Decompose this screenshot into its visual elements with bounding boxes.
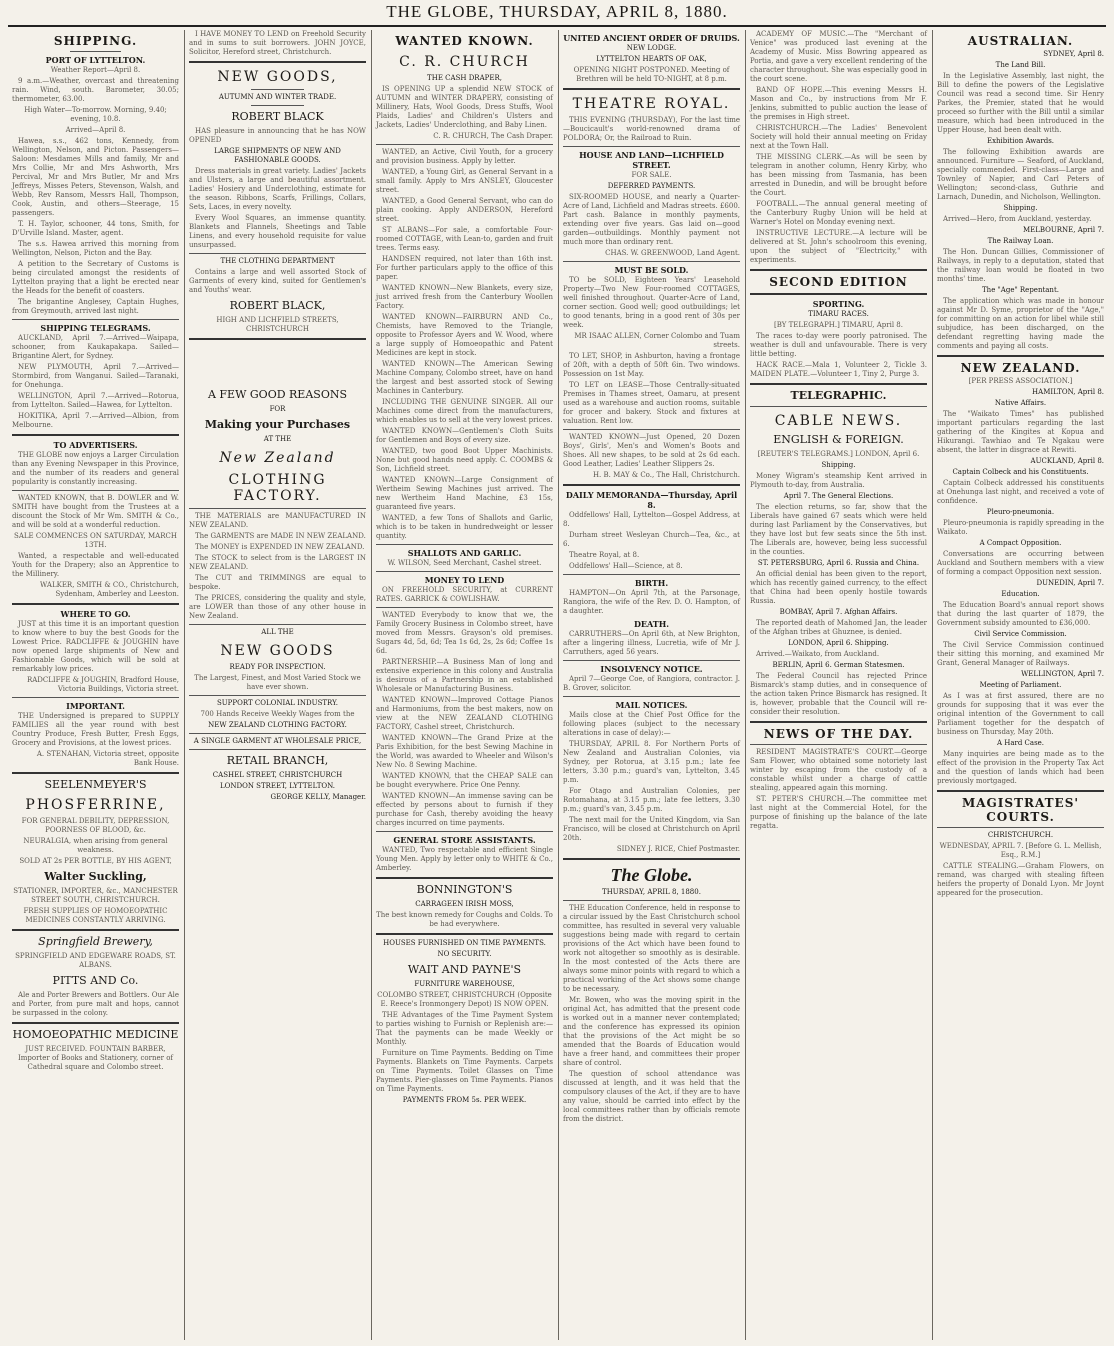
nz-clothing-factory: NEW ZEALAND CLOTHING FACTORY. <box>208 721 347 729</box>
shipping-telegrams-heading: SHIPPING TELEGRAMS. <box>40 323 151 333</box>
auckland-dateline: AUCKLAND, April 8. <box>1030 457 1104 465</box>
page-header: THE GLOBE, THURSDAY, APRIL 8, 1880. <box>386 2 728 21</box>
cable-news-heading: CABLE NEWS. <box>774 413 903 429</box>
new-lodge: NEW LODGE. <box>626 44 677 52</box>
dunedin-dateline: DUNEDIN, April 7. <box>1036 579 1104 587</box>
insolvency-heading: INSOLVENCY NOTICE. <box>600 664 703 674</box>
london-street: LONDON STREET, LYTTELTON. <box>219 782 336 790</box>
c-r-church-heading: C. R. CHURCH <box>399 54 530 70</box>
cashel-street: CASHEL STREET, CHRISTCHURCH <box>212 771 343 779</box>
magistrates-courts-heading: MAGISTRATES' COURTS. <box>961 796 1080 824</box>
cash-draper: THE CASH DRAPER, <box>427 74 502 82</box>
column-4: UNITED ANCIENT ORDER OF DRUIDS. NEW LODGE. LYTTELTON HEARTS OF OAK, OPENING NIGHT POSTPONED. Meeting of Brethren will be held TO-NIGHT, at 8 p.m. THEATRE ROYAL. THIS EVENING (THURSDAY), For the last time—Boucicault's world-renowned drama of POLDORA; Or, the Railroad to Ruin. HOUSE AND LAND—LICHFIELD STREET. FOR SALE. DEFERRED PAYMENTS. SIX-ROOMED HOUSE, and nearly a Quarter-Acre of Land, Lichfield and Madras streets. £600. Part cash. Balance in monthly payments, extending over five years. Gas laid on—good garden—outbuildings. Monthly payment not much more than ordinary rent. CHAS. W. GREENWOOD, Land Agent. MUST BE SOLD. TO be SOLD, Eighteen Years' Leasehold Property—Two New Four-roomed COTTAGES, well finished throughout. Quarter-Acre of Land, corner section. Good well; good outbuildings; let to good tenants, bring in a good rent of 30s per week. MR ISAAC ALLEN, Corner Colombo and Tuam streets. TO LET, SHOP, in Ashburton, having a frontage of 20ft, with a depth of 50ft 6in. Two windows. Possession on 1st May. TO LET on LEASE—Those Centrally-situated Premises in Thames street, Oamaru, at present used as a warehouse and auction rooms, suitable for grocer and bakery. Stock and fixtures at valuation. Rent low. WANTED KNOWN—Just Opened, 20 Dozen Boys', Girls', Men's and Women's Boots and Shoes. All new shapes, to be sold at 2s 6d each. Good Leather, Ladies' Leather Slippers 2s. H. B. MAY & Co., The Hall, Christchurch. DAILY MEMORANDA—Thursday, April 8. Oddfellows' Hall, Lyttelton—Gospel Address, at 8. Durham street Wesleyan Church—Tea, &c., at 6. Theatre Royal, at 8. Oddfellows' Hall—Science, at 8. BIRTH. HAMPTON—On April 7th, at the Parsonage, Rangiora, the wife of the Rev. D. O. Hampton, of a daughter. DEATH. CARRUTHERS—On April 6th, at New Brighton, after a lingering illness, Lucretia, wife of Mr J. Carruthers, aged 56 years. INSOLVENCY NOTICE. April 7—George Coe, of Rangiora, contractor. J. B. Grover, solicitor. MAIL NOTICES. Mails close at the Chief Post Office for the following places (subject to the necessary alterations in case of delay):— THURSDAY, APRIL 8. For Northern Ports of New Zealand and Australian Colonies, via Sydney, per Rotorua, at 3.15 p.m.; late fee letters, 3.30 p.m.; guard's van, Lyttelton, 3.45 p.m. For Otago and Australian Colonies, per Rotomahana, at 3.15 p.m.; late fee letters, 3.30 p.m.; guard's van, 3.45 p.m. The next mail for the United Kingdom, via San Francisco, will be closed at Christchurch on April 20th. SIDNEY J. RICE, Chief Postmaster. The Globe. THURSDAY, APRIL 8, 1880. THE Education Conference, held in response to a circular issued by the East Christchurch school committee, has resulted in several very valuable suggestions being made with regard to certain provisions of the Act which have been found to work not altogether so smoothly as is desirable. In the most contested of the Acts there are always some minor points with regard to which a practical working of the Act shows some change to be necessary. Mr. Bowen, who was the moving spirit in the original Act, has admitted that the present code is worked out in a manner never contemplated; and the conference has expressed its opinion that the provisions of the Act might be so amended that the Boards of Education would have a freer hand, and committees their proper share of control. The question of school attendance was discussed at length, and it was held that the compulsory clauses of the Act, if they are to have any value, should be carried into effect by the local committees rather than by officials remote from the district. <box>563 33 740 1123</box>
to-advertisers-heading: TO ADVERTISERS. <box>53 440 138 450</box>
globe-date: THURSDAY, APRIL 8, 1880. <box>602 888 701 896</box>
phosferrine-heading: PHOSFERRINE, <box>25 797 166 813</box>
autumn-winter-trade: AUTUMN AND WINTER TRADE. <box>218 93 337 101</box>
retail-branch: RETAIL BRANCH, <box>226 754 329 767</box>
phosferrine-subtitle: FOR GENERAL DEBILITY, DEPRESSION, POORNESS OF BLOOD, &c. <box>21 817 170 834</box>
new-zealand-heading: NEW ZEALAND. <box>960 361 1081 375</box>
general-store-heading: GENERAL STORE ASSISTANTS. <box>393 835 536 845</box>
wellington-dateline: WELLINGTON, April 7. <box>1021 670 1104 678</box>
arrived-heading: Arrived—April 8. <box>65 126 126 134</box>
must-be-sold-heading: MUST BE SOLD. <box>614 265 689 275</box>
walter-address: STATIONER, IMPORTER, &c., MANCHESTER STREET SOUTH, CHRISTCHURCH. <box>13 887 178 904</box>
new-zealand-heading: New Zealand <box>219 450 336 466</box>
large-shipments: LARGE SHIPMENTS OF NEW AND FASHIONABLE GOODS. <box>214 147 341 164</box>
homoeopathic-heading: HOMOEOPATHIC MEDICINE <box>12 1028 179 1041</box>
column-1: SHIPPING. PORT OF LYTTELTON. Weather Report—April 8. 9 a.m.—Weather, overcast and threatening rain. Wind, south. Barometer, 30.05; thermometer, 63.00. High Water—To-morrow. Morning, 9.40; evening, 10.8. Arrived—April 8. Hawea, s.s., 462 tons, Kennedy, from Wellington, Nelson, and Picton. Passengers—Saloon: Mesdames Mills and family, Mr and Mrs Collie, Mr and Mrs Ashworth, Mrs Percival, Mr and Mrs Butler, Mr and Mrs Jeffreys, Misses Peters, Stevenson, Walsh, and Webb, Rev Ransom, Messrs Hall, Thompson, Cook, Austin, and others—Steerage, 15 passengers. T. H. Taylor, schooner, 44 tons, Smith, for D'Urville Island. Master, agent. The s.s. Hawea arrived this morning from Wellington, Nelson, Picton and the Bay. A petition to the Secretary of Customs is being circulated amongst the residents of Lyttelton praying that a light be erected near the Heads for the benefit of coasters. The brigantine Anglesey, Captain Hughes, from Greymouth, arrived last night. SHIPPING TELEGRAMS. AUCKLAND, April 7.—Arrived—Waipapa, schooner, from Kaukapakapa. Sailed—Brigantine Alert, for Sydney. NEW PLYMOUTH, April 7.—Arrived—Stormbird, from Wanganui. Sailed—Taranaki, for Onehunga. WELLINGTON, April 7.—Arrived—Rotorua, from Lyttelton. Sailed—Hawea, for Lyttelton. HOKITIKA, April 7.—Arrived—Albion, from Melbourne. TO ADVERTISERS. THE GLOBE now enjoys a Larger Circulation than any Evening Newspaper in this Province, and the number of its readers and general popularity is constantly increasing. WANTED KNOWN, that B. DOWLER and W. SMITH have bought from the Trustees at a discount the Stock of Mr Wm. SMITH & Co., and will be sold at a wonderful reduction. SALE COMMENCES ON SATURDAY, MARCH 13TH. Wanted, a respectable and well-educated Youth for the Drapery; also an Apprentice to the Millinery. WALKER, SMITH & CO., Christchurch, Sydenham, Amberley and Leeston. WHERE TO GO. JUST at this time it is an important question to know where to buy the best Goods for the Lowest Price. RADCLIFFE & JOUGHIN have now opened large shipments of New and Fashionable Goods, which will be sold at remarkably low prices. RADCLIFFE & JOUGHIN, Bradford House, Victoria Buildings, Victoria street. IMPORTANT. THE Undersigned is prepared to SUPPLY FAMILIES all the year round with best Country Produce, Fresh Butter, Fresh Eggs, Grocery and Provisions, at the lowest prices. A. STENAHAN, Victoria street, opposite Bank House. SEELENMEYER'S PHOSFERRINE, FOR GENERAL DEBILITY, DEPRESSION, POORNESS OF BLOOD, &c. NEURALGIA, when arising from general weakness. SOLD AT 2s PER BOTTLE, BY HIS AGENT, Walter Suckling, STATIONER, IMPORTER, &c., MANCHESTER STREET SOUTH, CHRISTCHURCH. FRESH SUPPLIES OF HOMOEOPATHIC MEDICINES CONSTANTLY ARRIVING. Springfield Brewery, SPRINGFIELD AND EDGEWARE ROADS, ST. ALBANS. PITTS AND Co. Ale and Porter Brewers and Bottlers. Our Ale and Porter, from pure malt and hops, cannot be surpassed in the colony. HOMOEOPATHIC MEDICINE JUST RECEIVED. FOUNTAIN BARBER, Importer of Books and Stationery, corner of Cathedral square and Colombo street. <box>12 34 179 1071</box>
theatre-royal-heading: THEATRE ROYAL. <box>572 96 731 112</box>
death-heading: DEATH. <box>633 619 670 629</box>
wanted-known-heading: WANTED KNOWN. <box>395 34 534 48</box>
port-heading: PORT OF LYTTELTON. <box>45 55 146 65</box>
new-goods-heading: NEW GOODS, <box>217 69 338 85</box>
bonnington-heading: BONNINGTON'S <box>416 883 513 896</box>
ready-for-inspection: READY FOR INSPECTION. <box>229 663 326 671</box>
deferred-payments: DEFERRED PAYMENTS. <box>607 182 696 190</box>
where-to-go-heading: WHERE TO GO. <box>60 609 131 619</box>
column-3: WANTED KNOWN. C. R. CHURCH THE CASH DRAPER, IS OPENING UP a splendid NEW STOCK of AUTUMN and WINTER DRAPERY, consisting of Millinery, Hats, Wool Goods, Dress Stuffs, Wool Plaids, Ladies' and Children's Ulsters and Jackets, Ladies' Underclothing, and Baby Linen. C. R. CHURCH, The Cash Draper. WANTED, an Active, Civil Youth, for a grocery and provision business. Apply by letter. WANTED, a Young Girl, as General Servant in a small family. Apply to Mrs ANSLEY, Gloucester street. WANTED, a Good General Servant, who can do plain cooking. Apply ANDERSON, Hereford street. ST ALBANS—For sale, a comfortable Four-roomed COTTAGE, with Lean-to, garden and fruit trees. Terms easy. HANDSEN required, not later than 16th inst. For further particulars apply to the office of this paper. WANTED KNOWN—New Blankets, every size, just arrived fresh from the Canterbury Woollen Factory. WANTED KNOWN—FAIRBURN AND Co., Chemists, have Removed to the Triangle, opposite to Professor Ayers and W. Wood, where a large supply of Homoeopathic and Patent Medicines are kept in stock. WANTED KNOWN—The American Sewing Machine Company, Colombo street, have on hand the largest and best assorted stock of Sewing Machines in Canterbury. INCLUDING THE GENUINE SINGER. All our Machines come direct from the manufacturers, which enables us to sell at the very lowest prices. WANTED KNOWN—Gentlemen's Cloth Suits for Gentlemen and Boys of every size. WANTED, two good Boot Upper Machinists. None but good hands need apply. C. COOMBS & Son, Lichfield street. WANTED KNOWN—Large Consignment of Wertheim Sewing Machines just arrived. The new Wertheim Hand Machine, £3 15s, guaranteed five years. WANTED, a few Tons of Shallots and Garlic, which is to be taken in hundredweight or lesser quantity. SHALLOTS AND GARLIC. W. WILSON, Seed Merchant, Cashel street. MONEY TO LEND ON FREEHOLD SECURITY, at CURRENT RATES. GARRICK & COWLISHAW. WANTED Everybody to know that we, the Family Grocery Business in Colombo street, have moved from Messrs. Grayson's old premises. Sugars 4d, 5d, 6d; Tea 1s 6d, 2s, 2s 6d; Coffee 1s 6d. PARTNERSHIP.—A Business Man of long and extensive experience in this colony and Australia is desirous of a Partnership in an established Wholesale or Manufacturing Business. WANTED KNOWN—Improved Cottage Pianos and Harmoniums, from the best makers, now on view at the NEW ZEALAND CLOTHING FACTORY, Cashel street, Christchurch. WANTED KNOWN—The Grand Prize at the Paris Exhibition, for the best Sewing Machine in the World, was awarded to Wheeler and Wilson's New No. 8 Sewing Machine. WANTED KNOWN, that the CHEAP SALE can be bought everywhere. Price One Penny. WANTED KNOWN—An immense saving can be effected by persons about to furnish if they purchase for Cash, thereby avoiding the heavy charges incurred on time payments. GENERAL STORE ASSISTANTS. WANTED, Two respectable and efficient Single Young Men. Apply by letter only to WHITE & Co., Amberley. BONNINGTON'S CARRAGEEN IRISH MOSS, The best known remedy for Coughs and Colds. To be had everywhere. HOUSES FURNISHED ON TIME PAYMENTS. NO SECURITY. WAIT AND PAYNE'S FURNITURE WAREHOUSE, COLOMBO STREET, CHRISTCHURCH (Opposite E. Reece's Ironmongery Depot) IS NOW OPEN. THE Advantages of the Time Payment System to parties wishing to Furnish or Replenish are:—That the payments can be made Weekly or Monthly. Furniture on Time Payments. Bedding on Time Payments. Blankets on Time Payments. Carpets on Time Payments. Toilet Glasses on Time Payments. Pier-glasses on Time Payments. Pianos on Time Payments. PAYMENTS FROM 5s. PER WEEK. <box>376 34 553 1104</box>
clothing-department: THE CLOTHING DEPARTMENT <box>220 257 335 265</box>
carrageen: CARRAGEEN IRISH MOSS, <box>415 900 514 908</box>
robert-black-address: HIGH AND LICHFIELD STREETS, CHRISTCHURCH <box>216 316 339 333</box>
robert-black-heading: ROBERT BLACK <box>231 110 324 123</box>
christchurch-heading: CHRISTCHURCH. <box>987 831 1054 839</box>
weather-report: Weather Report—April 8. <box>50 66 141 74</box>
druids-heading: UNITED ANCIENT ORDER OF DRUIDS. <box>563 33 740 43</box>
the-globe-masthead: The Globe. <box>610 865 693 885</box>
all-the-label: ALL THE <box>261 628 294 636</box>
second-edition-heading: SECOND EDITION <box>769 275 908 289</box>
single-garment: A SINGLE GARMENT AT WHOLESALE PRICE, <box>193 737 362 745</box>
at-the-label: AT THE <box>263 435 292 443</box>
springfield-brewery: Springfield Brewery, <box>38 935 153 948</box>
melbourne-dateline: MELBOURNE, April 7. <box>1022 226 1104 234</box>
furniture-warehouse: FURNITURE WAREHOUSE, <box>414 980 515 988</box>
telegraphic-heading: TELEGRAPHIC. <box>790 389 887 402</box>
australian-heading: AUSTRALIAN. <box>967 34 1074 48</box>
lyttelton-hearts: LYTTELTON HEARTS OF OAK, <box>596 55 707 63</box>
walter-suckling: Walter Suckling, <box>44 870 147 883</box>
shipping-heading: SHIPPING. <box>53 34 138 48</box>
wait-payne: WAIT AND PAYNE'S <box>407 963 522 976</box>
george-kelly: GEORGE KELLY, Manager. <box>270 793 366 801</box>
column-2: I HAVE MONEY TO LEND on Freehold Security and in sums to suit borrowers. JOHN JOYCE, Solicitor, Hereford street, Christchurch. NEW GOODS, AUTUMN AND WINTER TRADE. ROBERT BLACK HAS pleasure in announcing that he has NOW OPENED LARGE SHIPMENTS OF NEW AND FASHIONABLE GOODS. Dress materials in great variety. Ladies' Jackets and Ulsters, a large and beautiful assortment. Ladies' Hosiery and Underclothing, estimate for the season. Ribbons, Scarfs, Frillings, Collars, Sets, Laces, in every novelty. Every Wool Squares, an immense quantity. Blankets and Flannels, Sheetings and Table Linens, and every household requisite for value unsurpassed. THE CLOTHING DEPARTMENT Contains a large and well assorted Stock of Garments of every kind, suited for Gentlemen's and Youths' wear. ROBERT BLACK, HIGH AND LICHFIELD STREETS, CHRISTCHURCH A FEW GOOD REASONS FOR Making your Purchases AT THE New Zealand CLOTHING FACTORY. THE MATERIALS are MANUFACTURED IN NEW ZEALAND. The GARMENTS are MADE IN NEW ZEALAND. The MONEY is EXPENDED IN NEW ZEALAND. The STOCK to select from is the LARGEST IN NEW ZEALAND. The CUT and TRIMMINGS are equal to bespoke. The PRICES, considering the quality and style, are LOWER than those of any other house in New Zealand. ALL THE NEW GOODS READY FOR INSPECTION. The Largest, Finest, and Most Varied Stock we have ever shown. SUPPORT COLONIAL INDUSTRY. 700 Hands Receive Weekly Wages from the NEW ZEALAND CLOTHING FACTORY. A SINGLE GARMENT AT WHOLESALE PRICE, RETAIL BRANCH, CASHEL STREET, CHRISTCHURCH LONDON STREET, LYTTELTON. GEORGE KELLY, Manager. <box>189 30 366 801</box>
robert-black-footer: ROBERT BLACK, <box>229 299 326 312</box>
shallots-heading: SHALLOTS AND GARLIC. <box>407 548 522 558</box>
house-land-heading: HOUSE AND LAND—LICHFIELD STREET. <box>579 150 724 170</box>
timaru-races: TIMARU RACES. <box>808 310 869 318</box>
new-goods-2: NEW GOODS <box>220 643 335 659</box>
few-reasons-heading: A FEW GOOD REASONS <box>207 388 347 401</box>
daily-memoranda-heading: DAILY MEMORANDA—Thursday, April 8. <box>565 490 738 510</box>
important-heading: IMPORTANT. <box>66 701 125 711</box>
for-label: FOR <box>269 405 286 413</box>
hamilton-dateline: HAMILTON, April 8. <box>1032 388 1104 396</box>
no-security: NO SECURITY. <box>437 950 492 958</box>
clothing-factory-heading: CLOTHING FACTORY. <box>228 472 327 504</box>
sporting-heading: SPORTING. <box>812 299 865 309</box>
seelenmeyer-heading: SEELENMEYER'S <box>44 778 147 791</box>
mail-notices-heading: MAIL NOTICES. <box>615 700 688 710</box>
making-purchases: Making your Purchases <box>204 418 351 431</box>
english-foreign-heading: ENGLISH & FOREIGN. <box>773 433 904 446</box>
column-6: AUSTRALIAN. SYDNEY, April 8. The Land Bill. In the Legislative Assembly, last night, the Bill to define the powers of the Legislative Council was read a second time. Sir Henry Parkes, the Premier, stated that he would proceed so further with the Bill until a similar measure, which had been introduced in the Upper House, had been dealt with. Exhibition Awards. The following Exhibition awards are announced. Furniture — Seaford, of Auckland, specially commended. First-class—Large and Townley of Napier, and Carl Peters of Wellington; second-class, Guthrie and Larnach, Dunedin, and Nicholson, Wellington. Shipping. Arrived—Hero, from Auckland, yesterday. MELBOURNE, April 7. The Railway Loan. The Hon. Duncan Gillies, Commissioner of Railways, in reply to a deputation, stated that the railway loan would be floated in two months' time. The "Age" Repentant. The application which was made in honour against Mr D. Syme, proprietor of the "Age," for committing on an action for libel while still subjudice, has been discharged, on the defendant regretting having made the comments and paying all costs. NEW ZEALAND. [PER PRESS ASSOCIATION.] HAMILTON, April 8. Native Affairs. The "Waikato Times" has published important particulars regarding the last gathering of the Kingites at Kopua and Hikurangi. Tawhiao and Te Ngakau were absent, the latter in disgrace at Rewiti. AUCKLAND, April 8. Captain Colbeck and his Constituents. Captain Colbeck addressed his constituents at Onehunga last night, and received a vote of confidence. Pleuro-pneumonia. Pleuro-pneumonia is rapidly spreading in the Waikato. A Compact Opposition. Conversations are occurring between Auckland and Southern members with a view of forming a compact Opposition next session. DUNEDIN, April 7. Education. The Education Board's annual report shows that during the last quarter of 1879, the Government subsidy amounted to £36,000. Civil Service Commission. The Civil Service Commission continued their sitting this morning, and examined Mr Grant, General Manager of Railways. WELLINGTON, April 7. Meeting of Parliament. As I was at first assured, there are no grounds for supposing that it was ever the original intention of the Government to call Parliament together for the despatch of business on Thursday, May 20th. A Hard Case. Many inquiries are being made as to the effect of the provision in the Property Tax Act and the question of lands which had been previously mortgaged. MAGISTRATES' COURTS. CHRISTCHURCH. WEDNESDAY, APRIL 7. [Before G. L. Mellish, Esq., R.M.] CATTLE STEALING.—Graham Flowers, on remand, was charged with stealing fifteen heifers the property of Donald Lyon. Mr Joynt appeared for the prosecution. <box>937 34 1104 897</box>
births-heading: BIRTH. <box>634 578 669 588</box>
money-to-lend-heading: MONEY TO LEND <box>424 575 505 585</box>
news-of-the-day-heading: NEWS OF THE DAY. <box>763 727 914 741</box>
support-colonial: SUPPORT COLONIAL INDUSTRY. <box>216 699 339 707</box>
header-rule <box>8 25 1106 27</box>
houses-furnished: HOUSES FURNISHED ON TIME PAYMENTS. <box>383 939 546 947</box>
column-5: ACADEMY OF MUSIC.—The "Merchant of Venice" was produced last evening at the Academy of Music. Miss Bowring appeared as Portia, and gave a very excellent rendering of the character throughout. She was especially good in the court scene. BAND OF HOPE.—This evening Messrs H. Mason and Co., by instructions from Mr F. Jenkins, submitted to public auction the lease of the premises in High street. CHRISTCHURCH.—The Ladies' Benevolent Society will hold their annual meeting on Friday next at the Town Hall. THE MISSING CLERK.—As will be seen by telegram in another column, Henry Kirby, who has been missing from Tasmania, has been arrested in Dunedin, and will be brought before the Court. FOOTBALL.—The annual general meeting of the Canterbury Rugby Union will be held at Warner's Hotel on Monday evening next. INSTRUCTIVE LECTURE.—A lecture will be delivered at St. John's schoolroom this evening, upon the subject of "Electricity," with experiments. SECOND EDITION SPORTING. TIMARU RACES. [BY TELEGRAPH.] TIMARU, April 8. The races to-day were poorly patronised. The weather is dull and unfavourable. There is very little betting. HACK RACE.—Mala 1, Volunteer 2, Tickle 3. MAIDEN PLATE.—Volunteer 1, Tiny 2, Purge 3. TELEGRAPHIC. CABLE NEWS. ENGLISH & FOREIGN. [REUTER'S TELEGRAMS.] LONDON, April 6. Shipping. Money Wigram's steamship Kent arrived in Plymouth to-day, from Australia. April 7. The General Elections. The election returns, so far, show that the Liberals have gained 67 seats which were held during last Parliament by the Conservatives, but they have lost but few seats since the 5th inst. The Liberals are, however, being less successful in the counties. ST. PETERSBURG, April 6. Russia and China. An official denial has been given to the report, which has recently gained currency, to the effect that China had been openly hostile towards Russia. BOMBAY, April 7. Afghan Affairs. The reported death of Mahomed Jan, the leader of the Afghan tribes at Ghuznee, is denied. LONDON, April 6. Shipping. Arrived.—Waikato, from Auckland. BERLIN, April 6. German Statesmen. The Federal Council has rejected Prince Bismarck's stamp duties, and in consequence of the action taken Prince Bismarck has resigned. It is, however, probable that the Council will re-consider their resolution. NEWS OF THE DAY. RESIDENT MAGISTRATE'S COURT.—George Sam Flower, who obtained some notoriety last winter by escaping from the custody of a constable whilst under a charge of cattle stealing, appeared again this morning. ST. PETER'S CHURCH.—The committee met last night at the Commercial Hotel, for the purpose of finishing up the balance of the late regatta. <box>750 30 927 830</box>
pitts-and-co: PITTS AND Co. <box>52 974 139 987</box>
sydney-dateline: SYDNEY, April 8. <box>1043 50 1104 58</box>
